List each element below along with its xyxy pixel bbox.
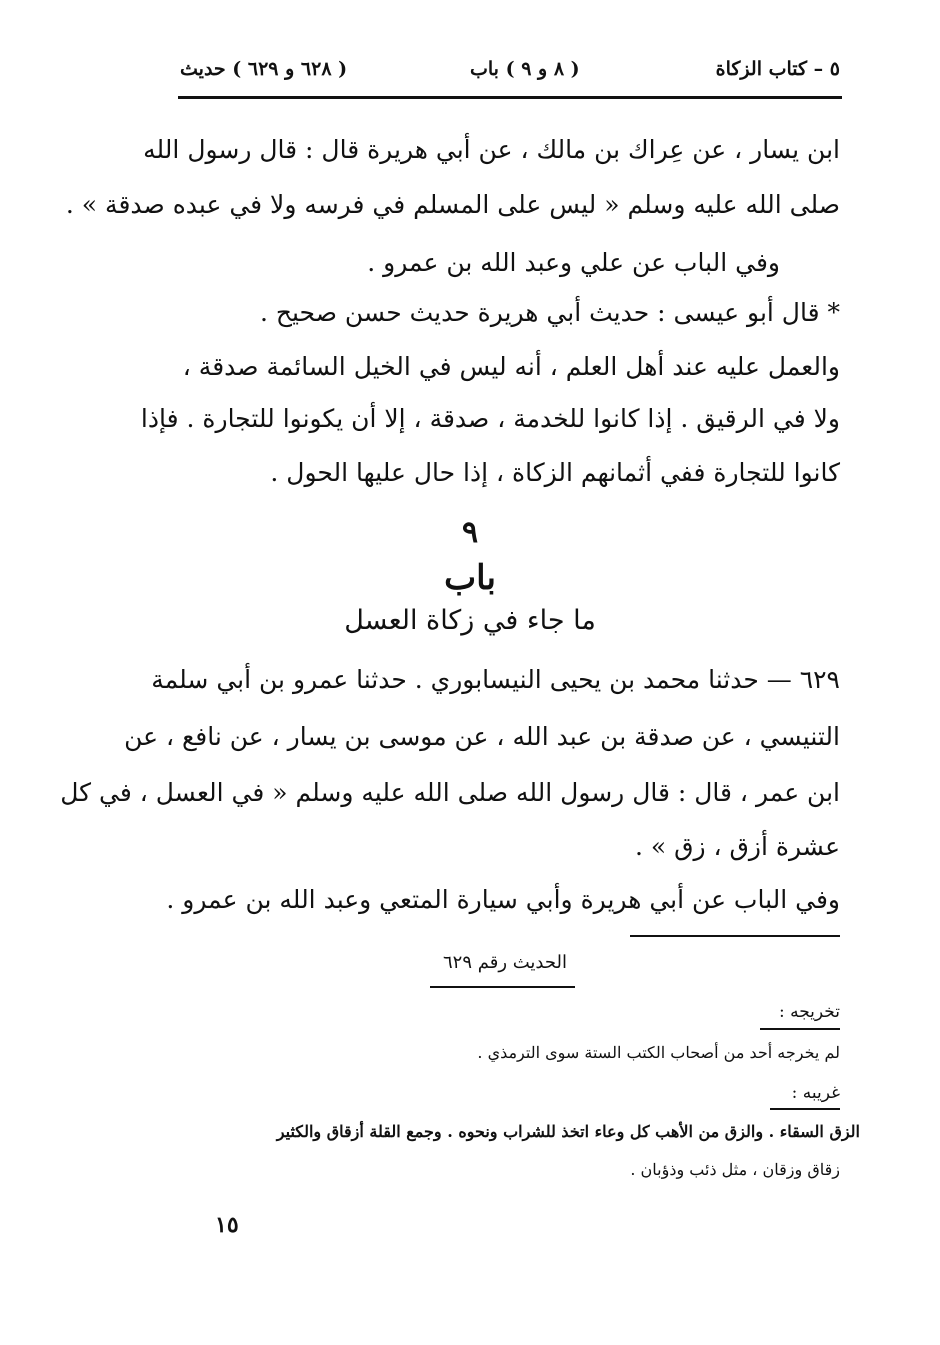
takhrij-underline <box>760 1028 840 1030</box>
body-line: والعمل عليه عند أهل العلم ، أنه ليس في الخيل السائمة صدقة ، <box>182 352 840 381</box>
header-book-title: ٥ – كتاب الزكاة <box>715 58 840 80</box>
hadith-line: عشرة أزق ، زق » . <box>634 832 840 861</box>
header-rule <box>178 96 842 99</box>
gharib-label: غريبه : <box>791 1083 840 1103</box>
chapter-heading: باب <box>444 558 496 598</box>
hadith-line: التنيسي ، عن صدقة بن عبد الله ، عن موسى بن يسار ، عن نافع ، عن <box>124 722 840 751</box>
gharib-underline <box>770 1108 840 1110</box>
chapter-number: ٩ <box>461 515 479 550</box>
takhrij-text: لم يخرجه أحد من أصحاب الكتب الستة سوى الترمذي . <box>477 1043 840 1062</box>
footnote-separator <box>630 935 840 937</box>
hadith-line: ابن عمر ، قال : قال رسول الله صلى الله عليه وسلم « في العسل ، في كل <box>60 778 840 807</box>
footnote-heading: الحديث رقم ٦٢٩ <box>443 952 567 973</box>
body-line: * قال أبو عيسى : حديث أبي هريرة حديث حسن صحيح . <box>259 298 840 327</box>
body-line: صلى الله عليه وسلم « ليس على المسلم في فرسه ولا في عبده صدقة » . <box>65 190 840 219</box>
gharib-text: زقاق وزقان ، مثل ذئب وذؤبان . <box>630 1160 840 1179</box>
running-header <box>180 52 840 88</box>
body-line: ولا في الرقيق . إذا كانوا للخدمة ، صدقة ، إلا أن يكونوا للتجارة . فإذا <box>140 404 840 433</box>
body-line: ابن يسار ، عن عِراك بن مالك ، عن أبي هريرة قال : قال رسول الله <box>143 135 840 164</box>
page-number: ١٥ <box>215 1212 239 1238</box>
takhrij-label: تخريجه : <box>778 1002 840 1022</box>
chapter-title: ما جاء في زكاة العسل <box>344 605 596 636</box>
gharib-text: الزق السقاء . والزق من الأهب كل وعاء اتخذ للشراب ونحوه . وجمع القلة أزقاق والكثير <box>276 1122 860 1141</box>
body-line: كانوا للتجارة ففي أثمانهم الزكاة ، إذا حال عليها الحول . <box>270 458 840 487</box>
body-line: وفي الباب عن علي وعبد الله بن عمرو . <box>367 248 780 277</box>
header-hadith-numbers: ( ٦٢٨ و ٦٢٩ ) حديث <box>180 58 348 80</box>
footnote-heading-underline <box>430 986 575 988</box>
header-chapter: ( ٨ و ٩ ) باب <box>470 58 580 80</box>
hadith-line: وفي الباب عن أبي هريرة وأبي سيارة المتعي وعبد الله بن عمرو . <box>166 885 840 914</box>
hadith-line: ٦٢٩ — حدثنا محمد بن يحيى النيسابوري . حدثنا عمرو بن أبي سلمة <box>151 665 840 694</box>
